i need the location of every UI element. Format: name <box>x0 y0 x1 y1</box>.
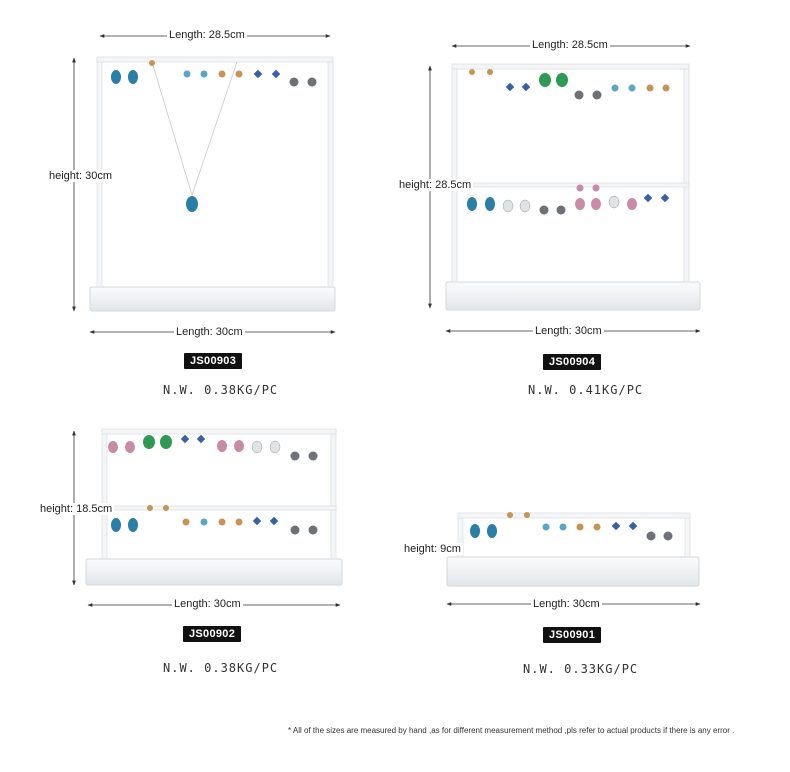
height-label: height: 30cm <box>49 170 112 182</box>
measurement-footnote <box>288 726 734 735</box>
height-label: height: 28.5cm <box>399 179 472 191</box>
footnote-text: All of the sizes are measured by hand ,as for different measurement method ,pls refer to actual products if there is any error . <box>292 726 735 735</box>
weight-label: N.W. 0.41KG/PC <box>528 383 644 397</box>
footnote-mark: * <box>288 726 292 735</box>
base-length-label: Length: 30cm <box>174 598 241 610</box>
model-badge: JS00903 <box>184 353 242 369</box>
top-length-label: Length: 28.5cm <box>169 29 245 41</box>
model-badge: JS00904 <box>543 354 601 370</box>
base-length-label: Length: 30cm <box>535 325 602 337</box>
weight-label: N.W. 0.33KG/PC <box>523 662 639 676</box>
stand-js00902 <box>74 429 342 605</box>
stand-js00901 <box>447 512 700 604</box>
top-length-label: Length: 28.5cm <box>532 39 608 51</box>
model-badge: JS00902 <box>183 626 241 642</box>
weight-label: N.W. 0.38KG/PC <box>163 383 279 397</box>
stand-js00903 <box>74 36 335 332</box>
base-length-label: Length: 30cm <box>533 598 600 610</box>
height-label: height: 18.5cm <box>40 503 113 515</box>
weight-label: N.W. 0.38KG/PC <box>163 661 279 675</box>
model-badge: JS00901 <box>543 627 601 643</box>
height-label: height: 9cm <box>404 543 461 555</box>
base-length-label: Length: 30cm <box>176 326 243 338</box>
